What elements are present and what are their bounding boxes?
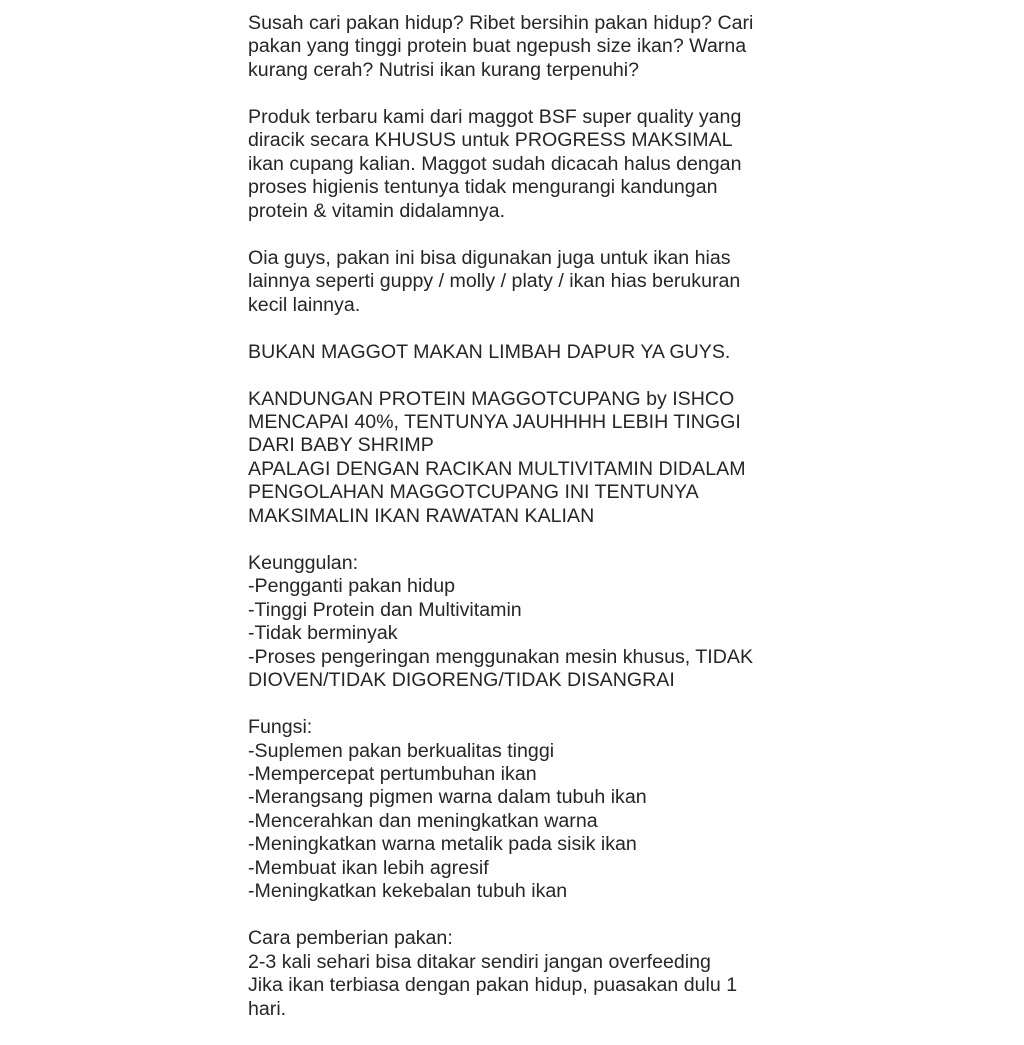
text-line: Keunggulan: <box>248 551 359 574</box>
paragraph <box>248 388 753 529</box>
text-line: MENCAPAI 40%, TENTUNYA JAUHHHH LEBIH TINGGI <box>248 410 741 433</box>
product-description <box>248 12 753 1045</box>
text-line: proses higienis tentunya tidak mengurangi kandungan <box>248 176 718 199</box>
text-line: -Mempercepat pertumbuhan ikan <box>248 763 537 785</box>
text-line: -Tidak berminyak <box>248 622 398 645</box>
text-line: BUKAN MAGGOT MAKAN LIMBAH DAPUR YA GUYS. <box>248 340 731 363</box>
text-line: 2-3 kali sehari bisa ditakar sendiri jangan overfeeding <box>248 950 711 973</box>
paragraph <box>248 12 753 82</box>
paragraph <box>248 716 753 904</box>
text-line: protein & vitamin didalamnya. <box>248 199 506 222</box>
text-line: ikan cupang kalian. Maggot sudah dicacah halus dengan <box>248 152 742 175</box>
text-line: Oia guys, pakan ini bisa digunakan juga untuk ikan hias <box>248 246 731 269</box>
text-line: Produk terbaru kami dari maggot BSF super quality yang <box>248 105 742 128</box>
text-line: Fungsi: <box>248 716 313 739</box>
text-line: -Meningkatkan warna metalik pada sisik ikan <box>248 833 637 856</box>
text-line: Susah cari pakan hidup? Ribet bersihin pakan hidup? Cari <box>248 12 754 34</box>
text-line: hari. <box>248 997 287 1020</box>
paragraph <box>248 552 753 693</box>
text-line: MAKSIMALIN IKAN RAWATAN KALIAN <box>248 504 595 527</box>
paragraph <box>248 927 753 1021</box>
text-line: -Mencerahkan dan meningkatkan warna <box>248 809 598 832</box>
text-line: diracik secara KHUSUS untuk PROGRESS MAKSIMAL <box>248 129 733 152</box>
text-line: kecil lainnya. <box>248 293 361 316</box>
text-line: Jika ikan terbiasa dengan pakan hidup, puasakan dulu 1 <box>248 974 738 997</box>
text-line: -Proses pengeringan menggunakan mesin khusus, TIDAK <box>248 645 754 668</box>
text-line: DIOVEN/TIDAK DIGORENG/TIDAK DISANGRAI <box>248 669 675 692</box>
paragraph <box>248 106 753 223</box>
text-line: kurang cerah? Nutrisi ikan kurang terpenuhi? <box>248 58 640 81</box>
text-line: lainnya seperti guppy / molly / platy / ikan hias berukuran <box>248 270 741 293</box>
text-line: Cara pemberian pakan: <box>248 927 453 950</box>
text-line: -Membuat ikan lebih agresif <box>248 856 489 879</box>
text-line: -Meningkatkan kekebalan tubuh ikan <box>248 880 568 903</box>
text-line: PENGOLAHAN MAGGOTCUPANG INI TENTUNYA <box>248 481 699 504</box>
paragraph <box>248 341 753 364</box>
paragraph <box>248 247 753 317</box>
text-line: -Tinggi Protein dan Multivitamin <box>248 598 522 621</box>
text-line: -Suplemen pakan berkualitas tinggi <box>248 739 555 762</box>
text-line: APALAGI DENGAN RACIKAN MULTIVITAMIN DIDALAM <box>248 457 746 480</box>
text-line: pakan yang tinggi protein buat ngepush size ikan? Warna <box>248 35 747 58</box>
text-line: -Pengganti pakan hidup <box>248 575 455 598</box>
text-line: DARI BABY SHRIMP <box>248 434 434 457</box>
text-line: KANDUNGAN PROTEIN MAGGOTCUPANG by ISHCO <box>248 387 735 410</box>
text-line: -Merangsang pigmen warna dalam tubuh ikan <box>248 786 647 809</box>
